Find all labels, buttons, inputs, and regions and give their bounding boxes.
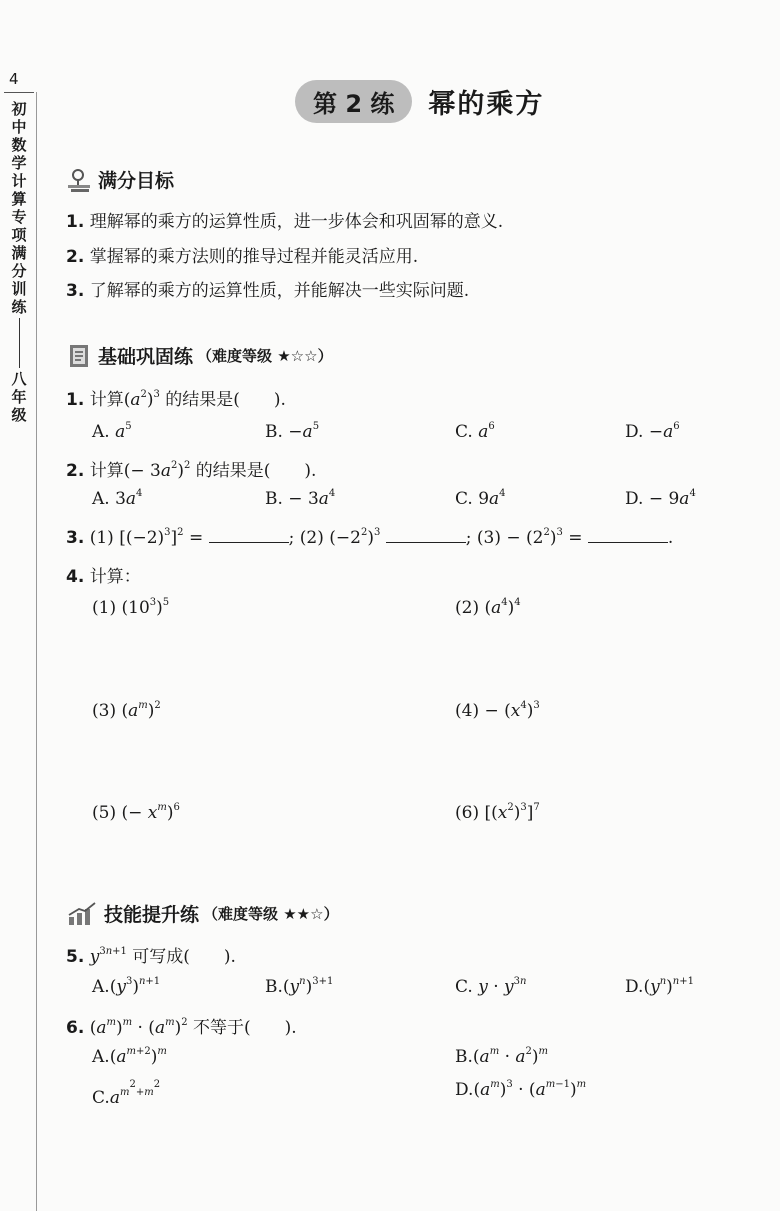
option-label: D. − <box>625 422 664 442</box>
side-char: 训 <box>11 280 27 298</box>
subpart-label: (4) <box>455 701 480 721</box>
side-char: 计 <box>11 172 27 190</box>
question-stem: 计算 <box>89 390 124 410</box>
option-label: B. − <box>265 422 303 442</box>
option-label: D. − 9 <box>625 489 680 509</box>
question-stem: 计算： <box>89 567 141 587</box>
subpart-6: (6) $[(x^2)^3]^7$ <box>455 802 540 823</box>
question-stem: 计算(− 3 <box>89 461 161 481</box>
bar-chart-icon <box>66 901 98 927</box>
question-stem: 的结果是( ). <box>165 390 286 410</box>
option-b: B. $-a^5$ <box>265 421 320 442</box>
question-3: 3. (1) $[(-2)^3]^2$ = ; (2) $(-2^2)^3$ ; $(3) - (2^2)^3$ = . <box>66 527 674 548</box>
answer-blank[interactable] <box>209 526 289 543</box>
subpart-label: (3) <box>92 701 117 721</box>
option-label: A. <box>92 422 110 442</box>
question-number: 1. <box>66 390 85 410</box>
margin-rule <box>36 92 37 1211</box>
question-number: 6. <box>66 1018 85 1038</box>
basic-title: 基础巩固练 <box>98 346 194 368</box>
page-number: 4 <box>9 70 19 88</box>
side-char: 项 <box>11 226 27 244</box>
question-stem: 可写成( ). <box>132 947 236 967</box>
answer-blank[interactable] <box>386 526 466 543</box>
question-5: 5. $y^{3n+1}$ 可写成( ). <box>66 946 236 967</box>
option-label: B. <box>265 977 283 997</box>
goal-text: 掌握幂的乘方法则的推导过程并能灵活应用. <box>89 247 419 267</box>
subpart-label: (6) <box>455 803 480 823</box>
option-label: A. <box>92 977 110 997</box>
side-char: 年 <box>11 388 27 406</box>
subpart-4: $(4) - (x^4)^3$ <box>455 700 540 721</box>
option-a: A. $a^5$ <box>92 421 132 442</box>
question-number: 3. <box>66 528 85 548</box>
option-label: D. <box>625 977 644 997</box>
option-a: $A.(a^{m+2})^m$ <box>92 1046 167 1067</box>
side-char: 专 <box>11 208 27 226</box>
question-1: 1. 计算$(a^2)^3$ 的结果是( ). <box>66 389 286 410</box>
question-6: 6. $(a^m)^m \cdot (a^m)^2$ 不等于( ). <box>66 1017 297 1038</box>
difficulty-label: （难度等级 ★☆☆） <box>197 347 333 365</box>
side-char: 满 <box>11 244 27 262</box>
option-label: C. <box>455 422 473 442</box>
option-d: $D.(y^n)^{n+1}$ <box>625 976 694 997</box>
option-b: $B.(a^m \cdot a^2)^m$ <box>455 1046 549 1067</box>
subpart-1: (1) $(10^3)^5$ <box>92 597 170 618</box>
question-number: 2. <box>66 461 85 481</box>
option-label: B. <box>455 1047 473 1067</box>
option-c: $C.a^{m^2+m^2}$ <box>92 1079 161 1108</box>
side-char: 练 <box>11 298 27 316</box>
option-d: $D.(a^m)^3 \cdot (a^{m-1})^m$ <box>455 1079 587 1100</box>
skill-title: 技能提升练 <box>104 904 200 926</box>
goal-number: 3. <box>66 281 85 301</box>
subpart-2: (2) $(a^4)^4$ <box>455 597 521 618</box>
subpart-5: (5) (− $x^m)^6$ <box>92 802 180 823</box>
goals-title: 满分目标 <box>98 170 175 192</box>
goal-number: 2. <box>66 247 85 267</box>
question-4 <box>66 562 141 587</box>
book-title-vertical <box>10 100 28 424</box>
question-number: 5. <box>66 947 85 967</box>
goal-text: 理解幂的乘方的运算性质，进一步体会和巩固幂的意义. <box>89 212 504 232</box>
side-char: 中 <box>11 118 27 136</box>
question-stem: 的结果是( ). <box>195 461 317 481</box>
goal-text: 了解幂的乘方的运算性质，并能解决一些实际问题. <box>89 281 470 301</box>
notebook-icon <box>66 343 92 369</box>
side-char: 算 <box>11 190 27 208</box>
question-stem: 不等于( ). <box>192 1018 297 1038</box>
option-d: D. − $9a^4$ <box>625 488 696 509</box>
option-label: C. <box>92 1088 110 1108</box>
option-b: B. − $3a^4$ <box>265 488 336 509</box>
subpart: (2) (−2 <box>299 528 361 548</box>
option-label: A. 3 <box>92 489 126 509</box>
question-2: 2. 计算(− $3a^2)^2$ 的结果是( ). <box>66 460 317 481</box>
subpart-label: (5) <box>92 803 117 823</box>
side-char: 学 <box>11 154 27 172</box>
goal-item <box>66 207 503 232</box>
option-b: $B.(y^n)^{3+1}$ <box>265 976 334 997</box>
subpart-3: (3) $(a^m)^2$ <box>92 700 161 721</box>
option-a: A. $3a^4$ <box>92 488 143 509</box>
side-char: 级 <box>11 406 27 424</box>
target-pin-icon <box>66 167 92 193</box>
skill-heading <box>66 900 339 927</box>
side-char: 初 <box>11 100 27 118</box>
option-label: C. 9 <box>455 489 490 509</box>
option-c: C. $y \cdot y^{3n}$ <box>455 976 527 997</box>
side-char: 八 <box>11 370 27 388</box>
answer-blank[interactable] <box>588 526 668 543</box>
goal-item <box>66 242 418 267</box>
basic-heading <box>66 342 333 369</box>
goal-item <box>66 276 469 301</box>
lesson-title <box>295 80 544 122</box>
goals-heading <box>66 166 174 193</box>
side-separator <box>19 318 20 368</box>
goal-number: 1. <box>66 212 85 232</box>
option-label: C. <box>455 977 473 997</box>
subpart-label: (2) <box>455 598 480 618</box>
subpart: (3) − (2 <box>476 528 544 548</box>
option-label: B. − 3 <box>265 489 319 509</box>
option-c: C. $9a^4$ <box>455 488 506 509</box>
option-label: A. <box>92 1047 110 1067</box>
option-a: $A.(y^3)^{n+1}$ <box>92 976 161 997</box>
side-char: 数 <box>11 136 27 154</box>
side-char: 分 <box>11 262 27 280</box>
subpart-label: (1) <box>92 598 117 618</box>
option-d: D. $-a^6$ <box>625 421 680 442</box>
page-number-rule <box>4 92 34 93</box>
subpart: (1) [(−2) <box>89 528 165 548</box>
option-label: D. <box>455 1080 474 1100</box>
difficulty-label: （难度等级 ★★☆） <box>203 905 339 923</box>
lesson-heading: 幂的乘方 <box>428 88 545 120</box>
lesson-badge: 第 2 练 <box>295 80 412 123</box>
question-number: 4. <box>66 567 85 587</box>
option-c: C. $a^6$ <box>455 421 495 442</box>
